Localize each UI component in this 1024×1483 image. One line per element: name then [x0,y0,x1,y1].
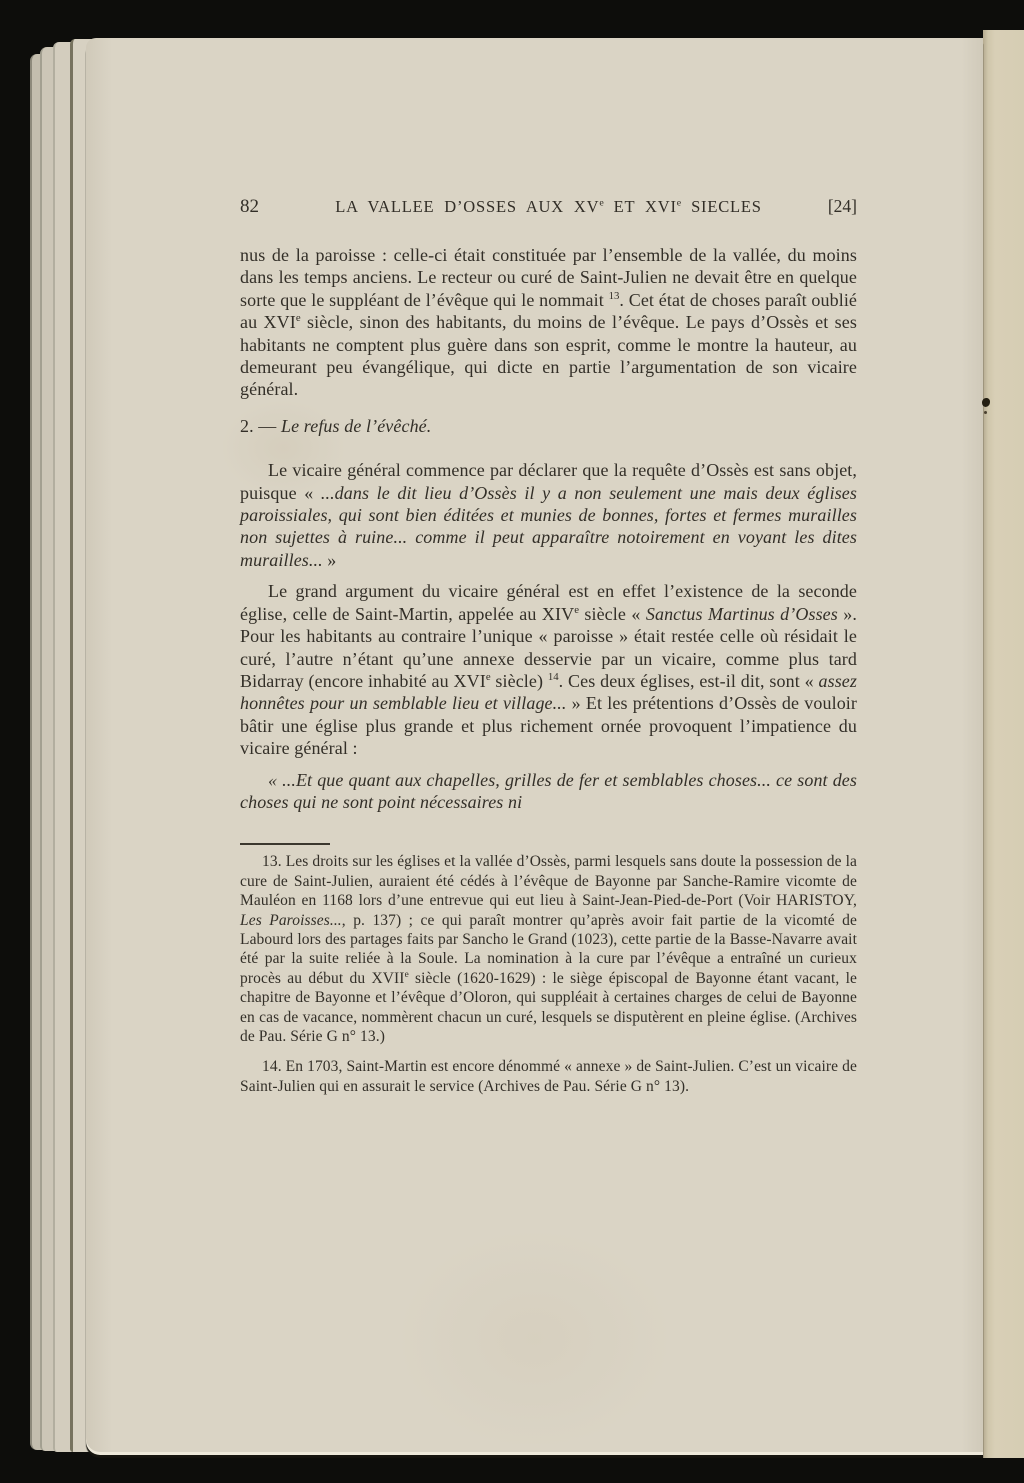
paragraph: Le grand argument du vicaire général est en effet l’existence de la seconde église, celle de Saint-Martin, appelée au XIVe siècle « Sanctus Martinus d’Osses ». Pour les habitants au contraire l’unique « paroisse » était restée celle où résidait le curé, l’autre n’étant qu’une annexe desservie par un vicaire, comme plus tard Bidarray (encore inhabité au XVIe siècle) $^{14}$. Ces deux églises, est-il dit, sont « assez honnêtes pour un semblable lieu et village... » Et les prétentions d’Ossès de vouloir bâtir une église plus grande et plus richement ornée provoquent l’impatience du vicaire général : [240,581,857,759]
quote-paragraph: « ...Et que quant aux chapelles, grilles de fer et semblables choses... ce sont des choses qui ne sont point nécessaires ni [240,769,857,812]
footnote-14: 14. En 1703, Saint-Martin est encore dénommé « annexe » de Saint-Julien. C’est un vicaire de Saint-Julien qui en assurait le service (Archives de Pau. Série G n° 13). [240,1058,857,1095]
opening-paragraph: nus de la paroisse : celle-ci était constituée par l’ensemble de la vallée, du moins dans les temps anciens. Le recteur ou curé de Saint-Julien ne devait être en quelque sorte que le suppléant de l’évêque qui le nommait $^{13}$. Cet état de choses paraît oublié au XVIe siècle, sinon des habitants, du moins de l’évêque. Le pays d’Ossès et ses habitants ne comptent plus guère dans son esprit, comme le montre la hauteur, au demeurant peu évangélique, qui dicte en partie l’argumentation de son vicaire général. [240,245,858,400]
body-text [240,244,857,1096]
facing-page-edge [983,30,1024,1458]
footnote-separator [240,843,330,845]
book-page [86,38,983,1452]
page-header [240,196,857,218]
running-title: LA VALLEE D’OSSES AUX XVe ET XVIe SIECLES [335,197,762,216]
page-number: 82 [240,196,259,217]
section-heading: 2. — Le refus de l’évêché. [240,415,432,436]
paragraph: Le vicaire général commence par déclarer que la requête d’Ossès est sans objet, puisque « ...dans le dit lieu d’Ossès il y a non seulement une mais deux églises paroissiales, qui sont bien éditées et munies de bonnes, fortes et fermes murailles non sujettes à ruine... comme il peut apparaître notoirement en voyant les dites murailles... » [240,460,857,570]
header-bracket-number: [24] [827,196,857,216]
footnote-13: 13. Les droits sur les églises et la vallée d’Ossès, parmi lesquels sans doute la possession de la cure de Saint-Julien, auraient été cédés à l’évêque de Bayonne par Sanche-Ramire vicomte de Mauléon en 1168 lors d’une entrevue qui eut lieu à Saint-Jean-Pied-de-Port (Voir HARISTOY, Les Paroisses..., p. 137) ; ce qui paraît montrer qu’après avoir fait partie de la vicomté de Labourd lors des partages faits par Sancho le Grand (1023), cette partie de la Basse-Navarre avait été par la suite reliée à la Soule. La nomination à la cure par l’évêque a entraîné un curieux procès au début du XVIIe siècle (1620-1629) : le siège épiscopal de Bayonne étant vacant, le chapitre de Bayonne et l’évêque d’Oloron, qui suppléait à certaines charges de celui de Bayonne en cas de vacance, nommèrent chacun un curé, lesquels se disputèrent en pleine église. (Archives de Pau. Série G n° 13.) [240,853,858,1045]
